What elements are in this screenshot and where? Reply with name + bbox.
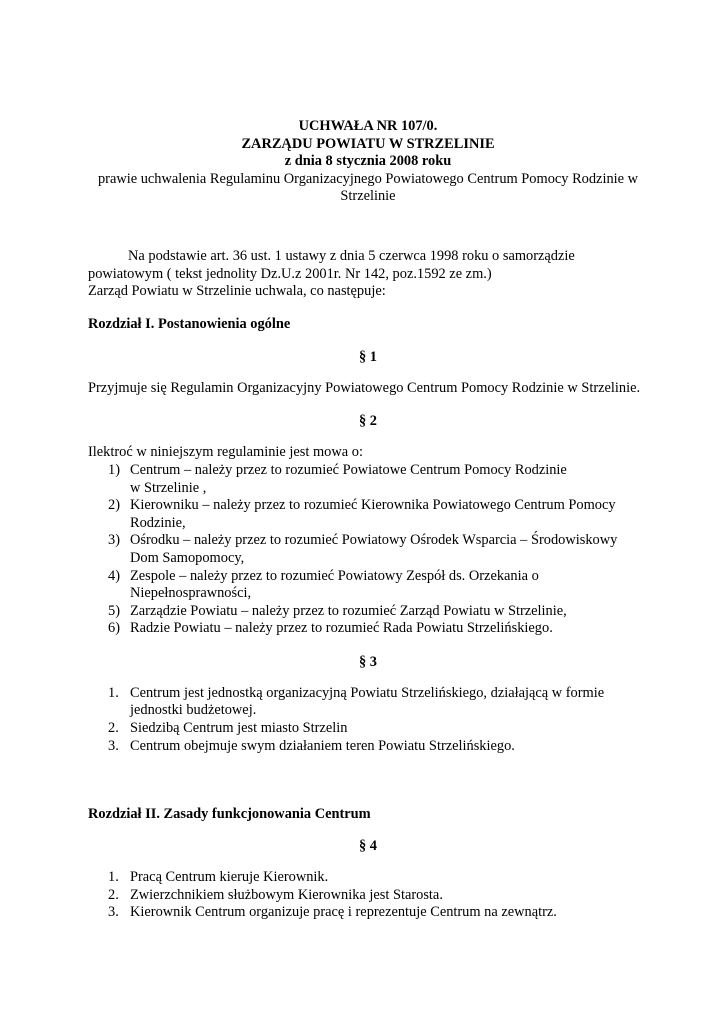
preamble-decision: Zarząd Powiatu w Strzelinie uchwala, co następuje: — [88, 283, 386, 300]
list-item-number: 2. — [108, 886, 119, 903]
document-header — [88, 118, 648, 206]
resolution-subject: prawie uchwalenia Regulaminu Organizacyjnego Powiatowego Centrum Pomocy Rodzinie w Strzelinie — [97, 170, 639, 205]
issuing-body: ZARZĄDU POWIATU W STRZELINIE — [241, 135, 495, 152]
list-item — [88, 620, 648, 638]
paragraph-1-mark: § 1 — [359, 348, 377, 365]
preamble-legal-basis: Na podstawie art. 36 ust. 1 ustawy z dnia 5 czerwca 1998 roku o samorządzie powiatowym ( tekst jednolity Dz.U.z 2001r. Nr 142, poz.1592 ze zm.) — [88, 247, 575, 282]
list-item — [88, 720, 648, 738]
list-item — [88, 532, 648, 567]
list-item — [88, 603, 648, 621]
chapter-1-title: Rozdział I. Postanowienia ogólne — [88, 315, 291, 332]
list-item-number: 6) — [108, 620, 120, 637]
document-page — [88, 118, 648, 922]
paragraph-1-text: Przyjmuje się Regulamin Organizacyjny Powiatowego Centrum Pomocy Rodzinie w Strzelinie. — [88, 379, 641, 396]
centrum-status-list — [88, 685, 648, 755]
paragraph-2-mark: § 2 — [359, 413, 377, 430]
list-item-text: Zarządzie Powiatu – należy przez to rozumieć Zarząd Powiatu w Strzelinie, — [130, 602, 567, 619]
list-item — [88, 685, 648, 720]
list-item-number: 1) — [108, 461, 120, 478]
list-item — [88, 568, 648, 603]
management-list — [88, 869, 648, 922]
list-item-text: Kierownik Centrum organizuje pracę i reprezentuje Centrum na zewnątrz. — [130, 904, 557, 921]
paragraph-3-mark: § 3 — [359, 653, 377, 670]
list-item-text: Kierowniku – należy przez to rozumieć Kierownika Powiatowego Centrum Pomocy — [130, 497, 616, 514]
list-item-number: 1. — [108, 869, 119, 886]
chapter-2-title: Rozdział II. Zasady funkcjonowania Centrum — [88, 806, 371, 823]
list-item-text: Siedzibą Centrum jest miasto Strzelin — [130, 720, 348, 737]
list-item-text: Ośrodku – należy przez to rozumieć Powiatowy Ośrodek Wsparcia – Środowiskowy — [130, 532, 618, 549]
list-item-number: 5) — [108, 602, 120, 619]
list-item-text: Centrum obejmuje swym działaniem teren Powiatu Strzelińskiego. — [130, 737, 515, 754]
list-item — [88, 904, 648, 922]
list-item-text: Pracą Centrum kieruje Kierownik. — [130, 869, 329, 886]
list-item-continuation: w Strzelinie , — [130, 479, 207, 496]
list-item — [88, 887, 648, 905]
list-item-text: Zwierzchnikiem służbowym Kierownika jest Starosta. — [130, 886, 443, 903]
list-item-number: 1. — [108, 684, 119, 701]
list-item — [88, 462, 648, 497]
list-item — [88, 738, 648, 756]
definitions-list — [88, 462, 648, 638]
list-item — [88, 497, 648, 532]
paragraph-4-mark: § 4 — [359, 838, 377, 855]
list-item-continuation: jednostki budżetowej. — [130, 702, 257, 719]
list-item-continuation: Dom Samopomocy, — [130, 549, 245, 566]
list-item-number: 3. — [108, 737, 119, 754]
list-item-continuation: Rodzinie, — [130, 514, 186, 531]
paragraph-2-intro: Ilektroć w niniejszym regulaminie jest mowa o: — [88, 444, 363, 461]
list-item-continuation: Niepełnosprawności, — [130, 585, 252, 602]
resolution-number: UCHWAŁA NR 107/0. — [298, 118, 438, 134]
list-item-number: 2. — [108, 720, 119, 737]
list-item-text: Radzie Powiatu – należy przez to rozumieć Rada Powiatu Strzelińskiego. — [130, 620, 553, 637]
list-item — [88, 869, 648, 887]
list-item-number: 4) — [108, 567, 120, 584]
list-item-number: 2) — [108, 497, 120, 514]
list-item-number: 3) — [108, 532, 120, 549]
list-item-text: Zespole – należy przez to rozumieć Powiatowy Zespół ds. Orzekania o — [130, 567, 539, 584]
list-item-text: Centrum – należy przez to rozumieć Powiatowe Centrum Pomocy Rodzinie — [130, 461, 567, 478]
list-item-number: 3. — [108, 904, 119, 921]
list-item-text: Centrum jest jednostką organizacyjną Powiatu Strzelińskiego, działającą w formie — [130, 684, 605, 701]
resolution-date: z dnia 8 stycznia 2008 roku — [284, 153, 452, 170]
